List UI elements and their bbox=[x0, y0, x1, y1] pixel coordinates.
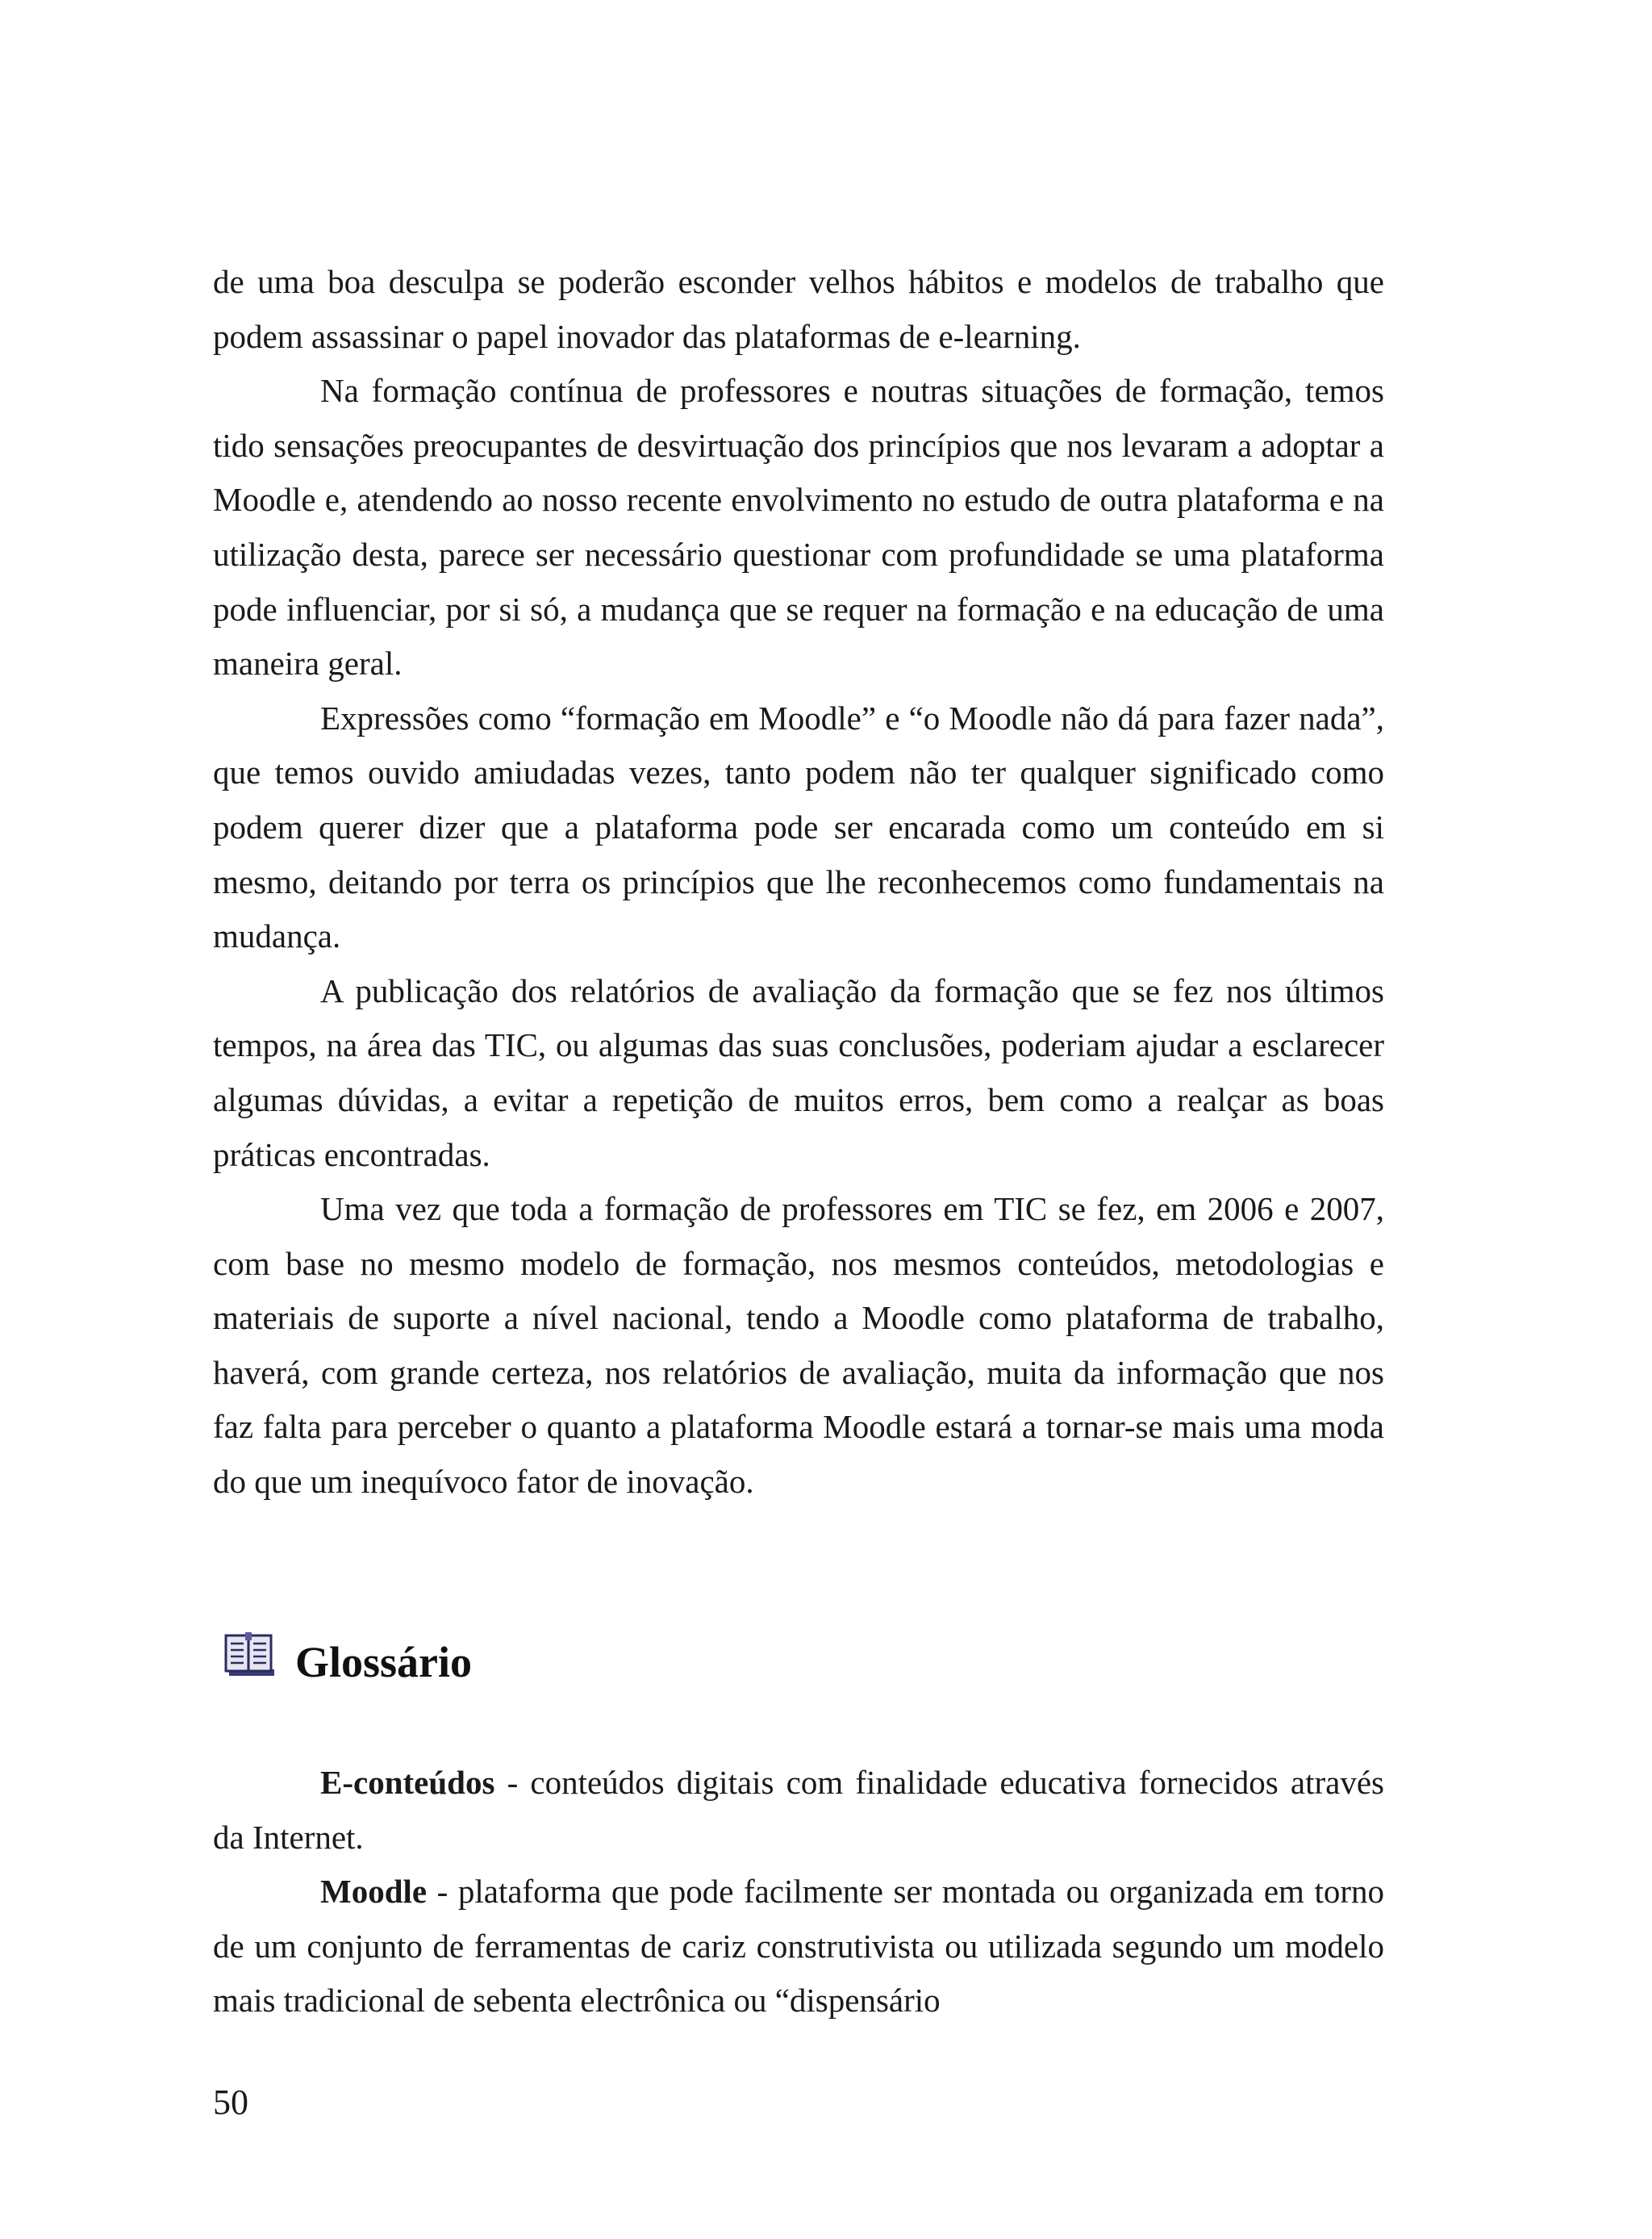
page-number: 50 bbox=[213, 2082, 248, 2122]
body-text bbox=[213, 255, 1384, 1510]
glossary-definition: - plataforma que pode facilmente ser montada ou organizada em torno de um conjunto de ferramentas de cariz construtivista ou utilizada segundo um modelo mais tradicional de sebenta electrônica ou “dispensário bbox=[213, 1873, 1384, 2020]
glossary-list bbox=[213, 1756, 1384, 2028]
glossary-entry bbox=[213, 1865, 1384, 2028]
paragraph: Expressões como “formação em Moodle” e “o Moodle não dá para fazer nada”, que temos ouvido amiudadas vezes, tanto podem não ter qualquer significado como podem querer dizer que a plataforma pode ser encarada como um conteúdo em si mesmo, deitando por terra os princípios que lhe reconhecemos como fundamentais na mudança. bbox=[213, 699, 1384, 955]
book-icon bbox=[224, 1632, 276, 1681]
paragraph: Uma vez que toda a formação de professores em TIC se fez, em 2006 e 2007, com base no mesmo modelo de formação, nos mesmos conteúdos, metodologias e materiais de suporte a nível nacional, tendo a Moodle como plataforma de trabalho, haverá, com grande certeza, nos relatórios de avaliação, muita da informação que nos faz falta para perceber o quanto a plataforma Moodle estará a tornar-se mais uma moda do que um inequívoco fator de inovação. bbox=[213, 1190, 1384, 1501]
paragraph-continuation: de uma boa desculpa se poderão esconder velhos hábitos e modelos de trabalho que podem assassinar o papel inovador das plataformas de e-learning. bbox=[213, 263, 1384, 355]
glossary-definition: - conteúdos digitais com finalidade educativa fornecidos através da Internet. bbox=[213, 1764, 1384, 1856]
glossary-term: Moodle bbox=[320, 1873, 428, 1911]
glossary-term: E-conteúdos bbox=[320, 1764, 495, 1801]
glossary-entry bbox=[213, 1756, 1384, 1865]
glossary-heading bbox=[224, 1626, 472, 1698]
paragraph: Na formação contínua de professores e noutras situações de formação, temos tido sensações preocupantes de desvirtuação dos princípios que nos levaram a adoptar a Moodle e, atendendo ao nosso recente envolvimento no estudo de outra plataforma e na utilização desta, parece ser necessário questionar com profundidade se uma plataforma pode influenciar, por si só, a mudança que se requer na formação e na educação de uma maneira geral. bbox=[213, 372, 1384, 683]
glossary-title: Glossário bbox=[295, 1638, 473, 1686]
paragraph: A publicação dos relatórios de avaliação da formação que se fez nos últimos tempos, na área das TIC, ou algumas das suas conclusões, poderiam ajudar a esclarecer algumas dúvidas, a evitar a repetição de muitos erros, bem como a realçar as boas práticas encontradas. bbox=[213, 971, 1384, 1173]
